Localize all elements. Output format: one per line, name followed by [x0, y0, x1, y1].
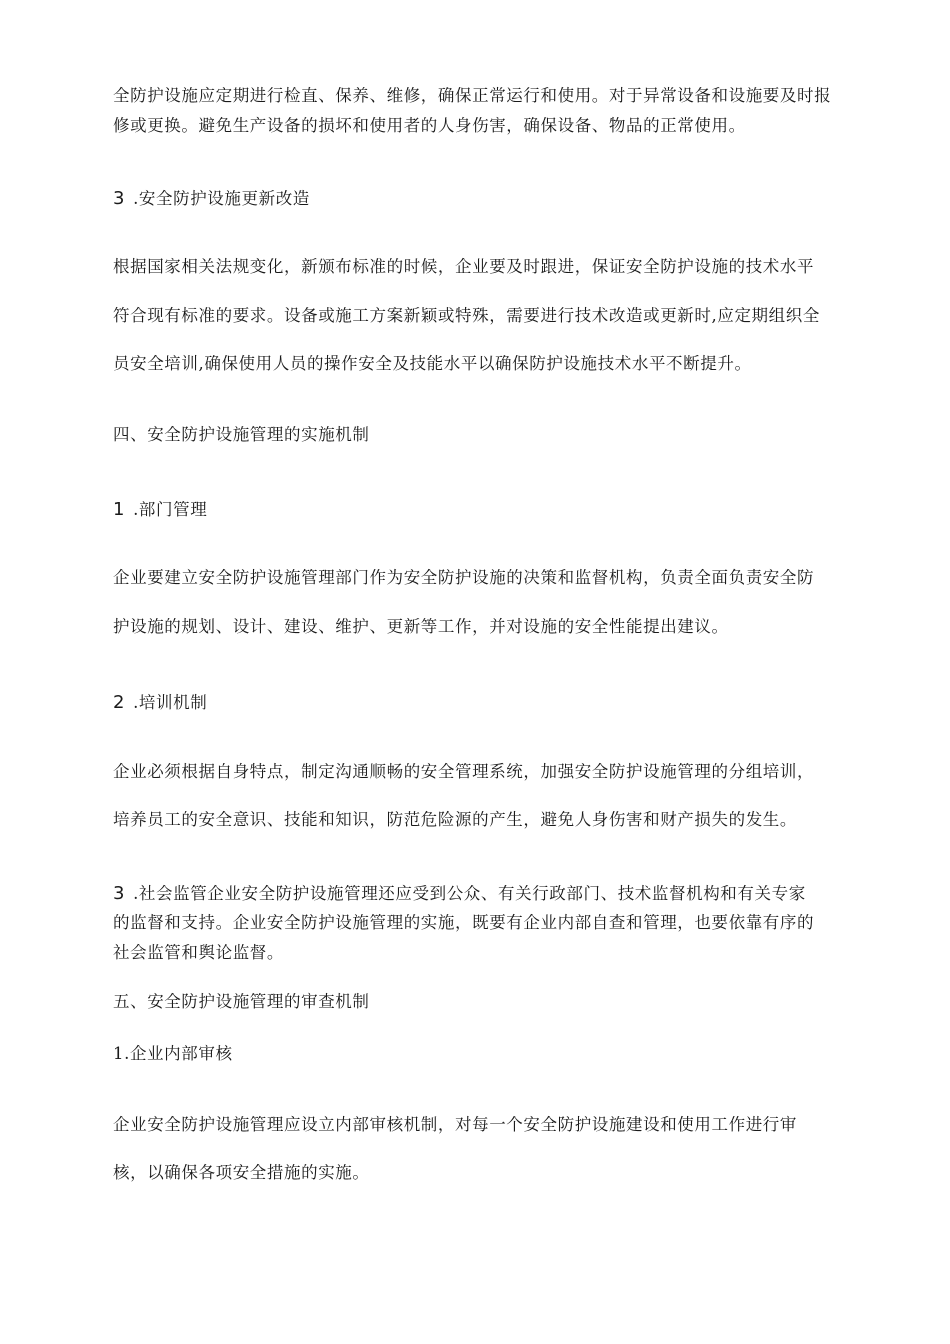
paragraph-training-line-2: 培养员工的安全意识、技能和知识，防范危险源的产生，避免人身伤害和财产损失的发生。 [113, 810, 797, 829]
section-heading-department [113, 500, 207, 520]
section-heading-training [113, 693, 207, 713]
section-supervision-line-1 [113, 884, 806, 904]
section-supervision-line-3: 社会监管和舆论监督。 [113, 943, 284, 962]
paragraph-upgrade-line-2: 符合现有标准的要求。设备或施工方案新颖或特殊，需要进行技术改造或更新时,应定期组织全 [113, 306, 820, 325]
paragraph-upgrade-line-3: 员安全培训,确保使用人员的操作安全及技能水平以确保防护设施技术水平不断提升。 [113, 354, 752, 373]
section-title: .部门管理 [133, 500, 208, 519]
paragraph-maintenance-line-1: 全防护设施应定期进行检直、保养、维修，确保正常运行和使用。对于异常设备和设施要及时报 [113, 86, 832, 105]
paragraph-department-line-2: 护设施的规划、设计、建设、维护、更新等工作，并对设施的安全性能提出建议。 [113, 617, 729, 636]
chapter-heading-four: 四、安全防护设施管理的实施机制 [113, 425, 370, 444]
paragraph-training-line-1: 企业必须根据自身特点，制定沟通顺畅的安全管理系统，加强安全防护设施管理的分组培训， [113, 762, 815, 781]
paragraph-maintenance-line-2: 修或更换。避免生产设备的损坏和使用者的人身伤害，确保设备、物品的正常使用。 [113, 116, 746, 135]
paragraph-department-line-1: 企业要建立安全防护设施管理部门作为安全防护设施的决策和监督机构，负责全面负责安全防 [113, 568, 815, 587]
section-number: 2 [113, 692, 126, 713]
chapter-heading-five: 五、安全防护设施管理的审查机制 [113, 992, 370, 1011]
section-supervision-line-2: 的监督和支持。企业安全防护设施管理的实施，既要有企业内部自查和管理，也要依靠有序的 [113, 913, 815, 932]
section-number: 3 [113, 883, 126, 904]
section-title: .培训机制 [133, 693, 208, 712]
paragraph-upgrade-line-1: 根据国家相关法规变化，新颁布标准的时候，企业要及时跟进，保证安全防护设施的技术水平 [113, 257, 815, 276]
section-heading-upgrade [113, 189, 310, 209]
section-number: 3 [113, 188, 126, 209]
paragraph-audit-line-1: 企业安全防护设施管理应设立内部审核机制，对每一个安全防护设施建设和使用工作进行审 [113, 1115, 797, 1134]
section-heading-audit: 1.企业内部审核 [113, 1044, 233, 1063]
paragraph-audit-line-2: 核，以确保各项安全措施的实施。 [113, 1163, 370, 1182]
section-supervision-text: .社会监管企业安全防护设施管理还应受到公众、有关行政部门、技术监督机构和有关专家 [133, 884, 806, 903]
section-title: .安全防护设施更新改造 [133, 189, 310, 208]
section-number: 1 [113, 499, 126, 520]
